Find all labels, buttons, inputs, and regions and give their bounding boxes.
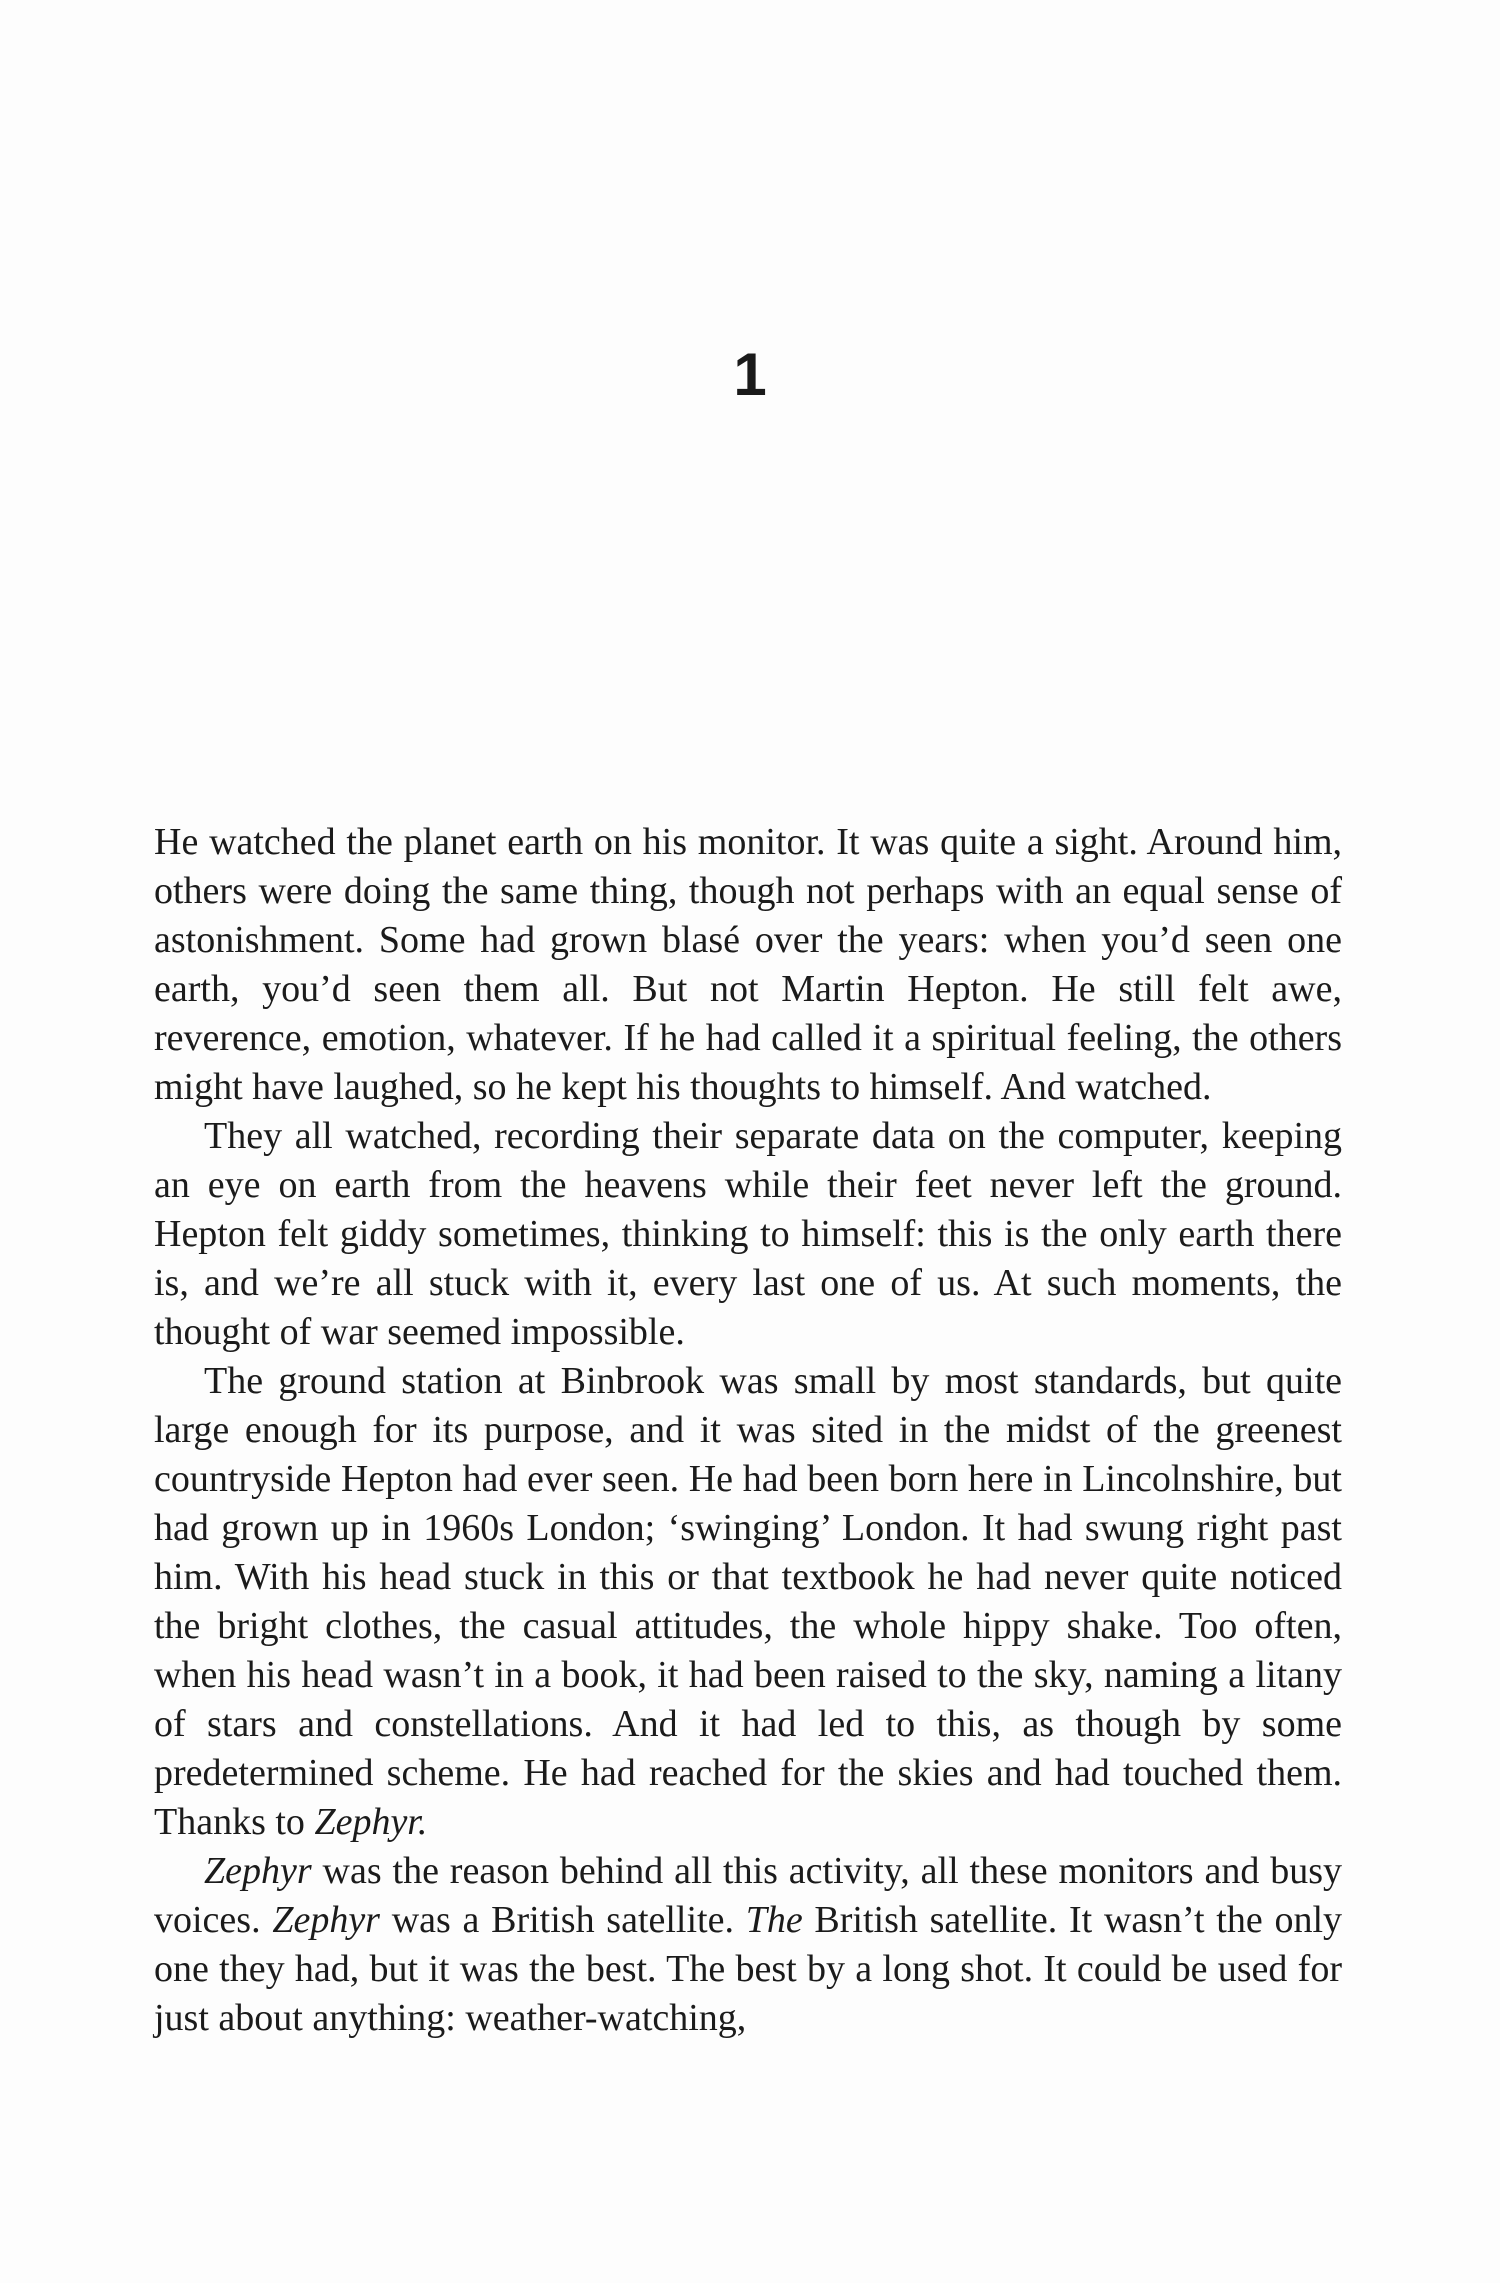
paragraph [154, 1112, 1342, 1357]
paragraph [154, 818, 1342, 1112]
italic-title-zephyr: Zephyr. [314, 1801, 428, 1843]
text-segment: British satellite. It wasn’t the only one they had, but it was the best. The best by a long shot. It could be used for just about anything: weather-watching, [154, 1899, 1343, 2039]
italic-emphasis-the: The [745, 1899, 803, 1941]
paragraph [154, 1357, 1342, 1847]
italic-title-zephyr: Zephyr [272, 1899, 380, 1941]
text-segment: was the reason behind all this activity, all these monitors and busy voices. [154, 1850, 1342, 1941]
text-segment: The ground station at Binbrook was small by most standards, but quite large enough for its purpose, and it was sited in the midst of the greenest countryside Hepton had ever seen. He had been born here in Lincolnshire, but had grown up in 1960s London; ‘swinging’ London. It had swung right past him. With his head stuck in this or that textbook he had never quite noticed the bright clothes, the casual attitudes, the whole hippy shake. Too often, when his head wasn’t in a book, it had been raised to the sky, naming a litany of stars and constellations. And it had led to this, as though by some predetermined scheme. He had reached for the skies and had touched them. Thanks to [154, 1360, 1342, 1843]
italic-title-zephyr: Zephyr [204, 1850, 312, 1892]
text-segment: was a British satellite. [379, 1899, 746, 1941]
text-segment: They all watched, recording their separate data on the computer, keeping an eye on earth from the heavens while their feet never left the ground. Hepton felt giddy sometimes, thinking to himself: this is the only earth there is, and we’re all stuck with it, every last one of us. At such moments, the thought of war seemed impossible. [154, 1115, 1342, 1353]
chapter-number: 1 [733, 341, 767, 408]
chapter-body-text [154, 818, 1342, 2043]
text-segment: He watched the planet earth on his monitor. It was quite a sight. Around him, others were doing the same thing, though not perhaps with an equal sense of astonishment. Some had grown blasé over the years: when you’d seen one earth, you’d seen them all. But not Martin Hepton. He still felt awe, reverence, emotion, whatever. If he had called it a spiritual feeling, the others might have laughed, so he kept his thoughts to himself. And watched. [154, 821, 1342, 1108]
paragraph [154, 1847, 1342, 2043]
